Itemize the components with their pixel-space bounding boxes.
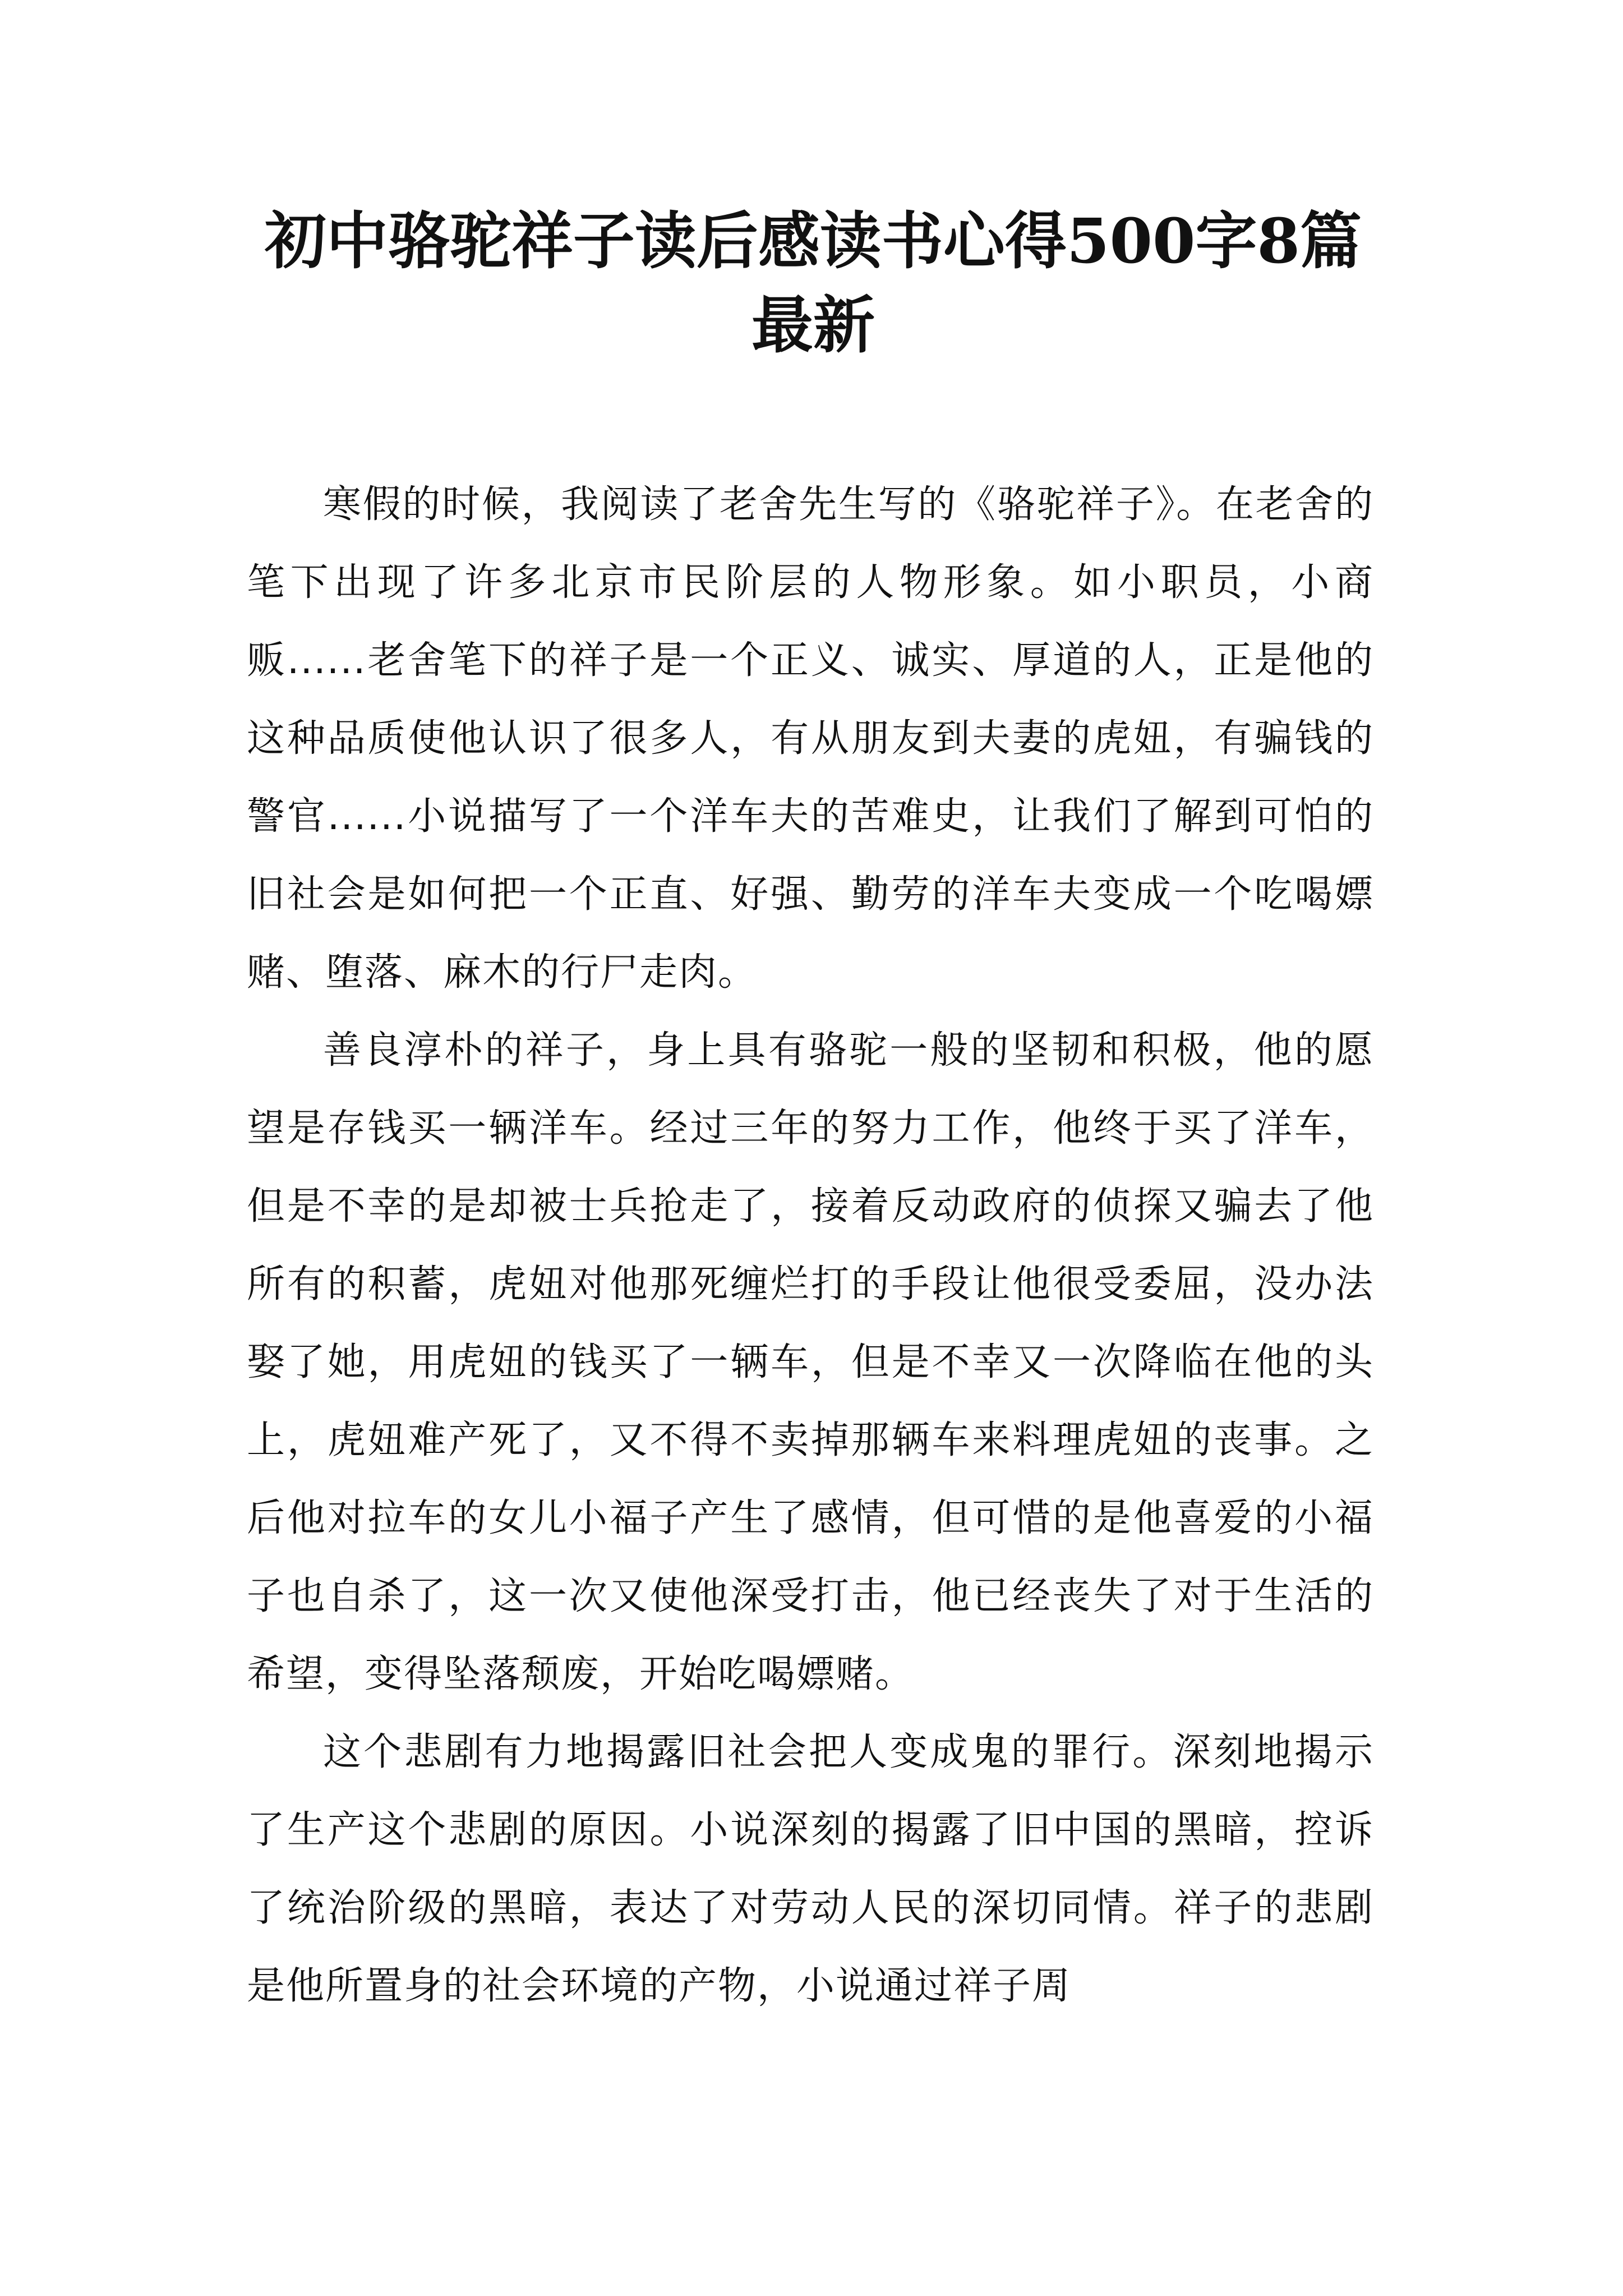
paragraph-2: 善良淳朴的祥子，身上具有骆驼一般的坚韧和积极，他的愿望是存钱买一辆洋车。经过三年的努力工作，他终于买了洋车，但是不幸的是却被士兵抢走了，接着反动政府的侦探又骗去了他所有的积蓄，虎妞对他那死缠烂打的手段让他很受委屈，没办法娶了她，用虎妞的钱买了一辆车，但是不幸又一次降临在他的头上，虎妞难产死了，又不得不卖掉那辆车来料理虎妞的丧事。之后他对拉车的女儿小福子产生了感情，但可惜的是他喜爱的小福子也自杀了，这一次又使他深受打击，他已经丧失了对于生活的希望，变得坠落颓废，开始吃喝嫖赌。 (247, 1028, 1374, 1696)
paragraph-3: 这个悲剧有力地揭露旧社会把人变成鬼的罪行。深刻地揭示了生产这个悲剧的原因。小说深刻的揭露了旧中国的黑暗，控诉了统治阶级的黑暗，表达了对劳动人民的深切同情。祥子的悲剧是他所置身的社会环境的产物，小说通过祥子周 (247, 1730, 1374, 2008)
document-title: 初中骆驼祥子读后感读书心得500字8篇最新 (264, 205, 1362, 361)
paragraph-1: 寒假的时候，我阅读了老舍先生写的《骆驼祥子》。在老舍的笔下出现了许多北京市民阶层的人物形象。如小职员，小商贩......老舍笔下的祥子是一个正义、诚实、厚道的人，正是他的这种品质使他认识了很多人，有从朋友到夫妻的虎妞，有骗钱的警官......小说描写了一个洋车夫的苦难史，让我们了解到可怕的旧社会是如何把一个正直、好强、勤劳的洋车夫变成一个吃喝嫖赌、堕落、麻木的行尸走肉。 (247, 482, 1374, 995)
document-body (247, 466, 1374, 2025)
